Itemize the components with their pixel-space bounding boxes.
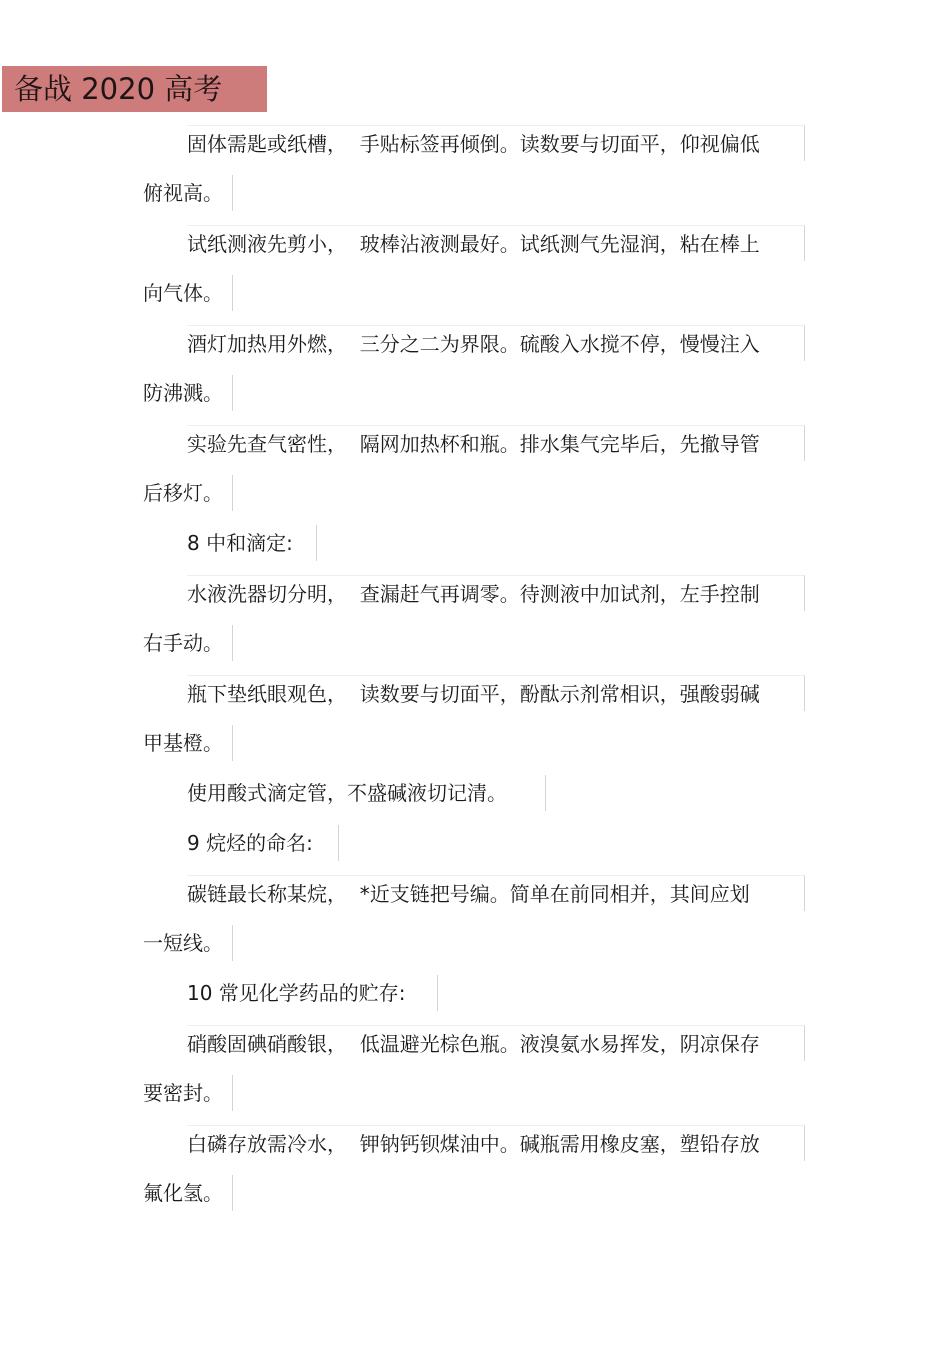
text-line: 实验先查气密性， 隔网加热杯和瓶。排水集气完毕后，先撤导管 [187,425,805,461]
text-line: 一短线。 [143,925,233,961]
text-line: 甲基橙。 [143,725,233,761]
text-line: 氟化氢。 [143,1175,233,1211]
text-line: 试纸测液先剪小， 玻棒沾液测最好。试纸测气先湿润，粘在棒上 [187,225,805,261]
header-banner: 备战 2020 高考 [2,66,267,112]
text-line: 硝酸固碘硝酸银， 低温避光棕色瓶。液溴氨水易挥发，阴凉保存 [187,1025,805,1061]
text-line: 固体需匙或纸槽， 手贴标签再倾倒。读数要与切面平，仰视偏低 [187,125,805,161]
section-heading: 8 中和滴定: [187,525,317,561]
text-line: 碳链最长称某烷， *近支链把号编。简单在前同相并，其间应划 [187,875,805,911]
section-heading: 9 烷烃的命名: [187,825,339,861]
text-line: 后移灯。 [143,475,233,511]
section-heading: 10 常见化学药品的贮存: [187,975,438,1011]
text-line: 要密封。 [143,1075,233,1111]
text-line: 右手动。 [143,625,233,661]
text-line: 防沸溅。 [143,375,233,411]
text-line: 瓶下垫纸眼观色， 读数要与切面平，酚酞示剂常相识，强酸弱碱 [187,675,805,711]
text-line: 水液洗器切分明， 查漏赶气再调零。待测液中加试剂，左手控制 [187,575,805,611]
text-line: 白磷存放需冷水， 钾钠钙钡煤油中。碱瓶需用橡皮塞，塑铅存放 [187,1125,805,1161]
text-line: 酒灯加热用外燃， 三分之二为界限。硫酸入水搅不停，慢慢注入 [187,325,805,361]
text-line: 向气体。 [143,275,233,311]
text-line: 使用酸式滴定管，不盛碱液切记清。 [187,775,546,811]
text-line: 俯视高。 [143,175,233,211]
